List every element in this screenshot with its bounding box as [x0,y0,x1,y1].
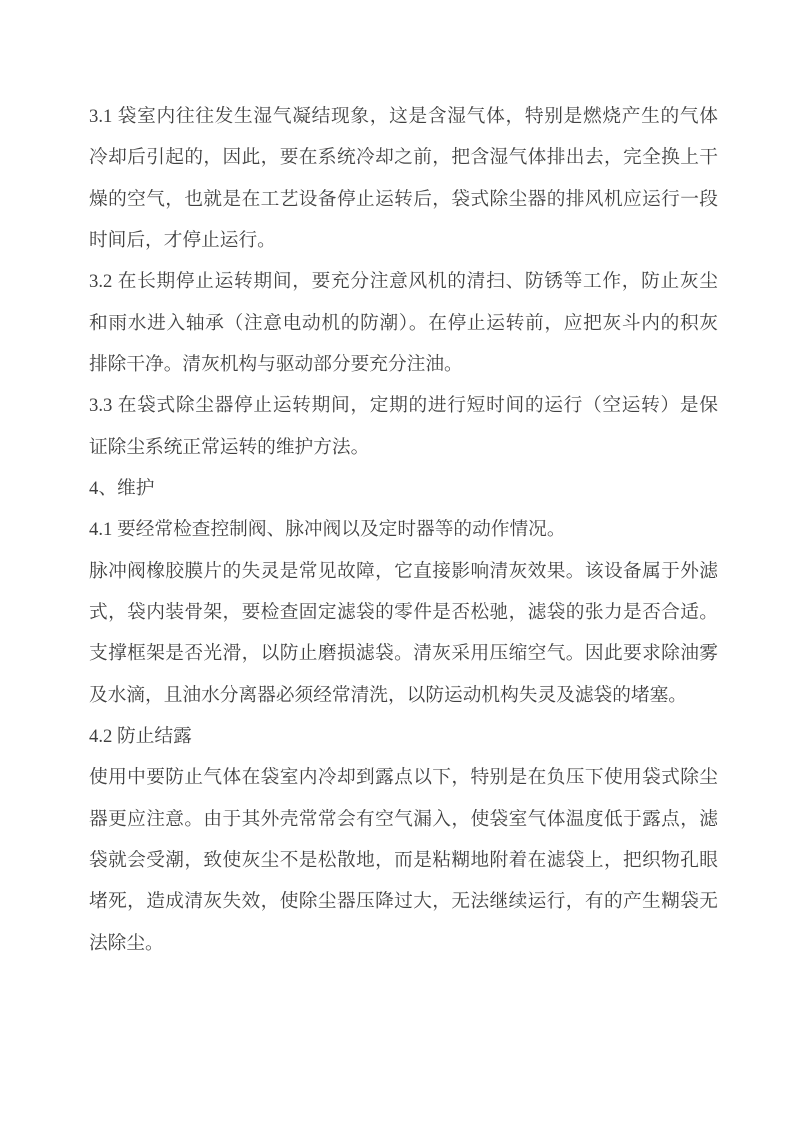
text-line: 3.1 袋室内往往发生湿气凝结现象，这是含湿气体，特别是燃烧产生的气体 [89,106,718,127]
text-line: 4.2 防止结露 [89,725,192,747]
text-line: 使用中要防止气体在袋室内冷却到露点以下，特别是在负压下使用袋式除尘 [89,767,718,789]
text-line: 冷却后引起的，因此，要在系统冷却之前，把含湿气体排出去，完全换上干 [89,147,718,169]
paragraph-3-2 [89,261,718,385]
paragraph-3-1 [89,96,718,261]
text-line: 堵死，造成清灰失效，使除尘器压降过大，无法继续运行，有的产生糊袋无 [89,891,718,913]
paragraph-3-3 [89,385,718,468]
text-line: 支撑框架是否光滑，以防止磨损滤袋。清灰采用压缩空气。因此要求除油雾 [89,643,718,665]
text-line: 及水滴，且油水分离器必须经常清洗，以防运动机构失灵及滤袋的堵塞。 [89,684,687,706]
text-line: 3.3 在袋式除尘器停止运转期间，定期的进行短时间的运行（空运转）是保 [89,395,718,417]
text-line: 脉冲阀橡胶膜片的失灵是常见故障，它直接影响清灰效果。该设备属于外滤 [89,560,718,582]
text-line: 4.1 要经常检查控制阀、脉冲阀以及定时器等的动作情况。 [89,519,566,541]
paragraph-pulse-valve [89,551,718,716]
heading-4-2-condensation [89,716,718,757]
text-line: 时间后，才停止运行。 [89,229,276,251]
text-line: 和雨水进入轴承（注意电动机的防潮）。在停止运转前，应把灰斗内的积灰 [89,312,718,334]
text-line: 器更应注意。由于其外壳常常会有空气漏入，使袋室气体温度低于露点，滤 [89,808,718,830]
text-line: 法除尘。 [89,932,164,954]
text-line: 排除干净。清灰机构与驱动部分要充分注油。 [89,353,463,375]
text-line: 式，袋内装骨架，要检查固定滤袋的零件是否松驰，滤袋的张力是否合适。 [89,601,718,623]
text-block [89,96,718,964]
text-line: 燥的空气，也就是在工艺设备停止运转后，袋式除尘器的排风机应运行一段 [89,188,718,210]
heading-4-maintenance [89,468,718,509]
text-line: 证除尘系统正常运转的维护方法。 [89,436,370,458]
text-line: 4、维护 [89,477,155,499]
paragraph-condensation-detail [89,757,718,964]
text-line: 袋就会受潮，致使灰尘不是松散地，而是粘糊地附着在滤袋上，把织物孔眼 [89,849,718,871]
paragraph-4-1 [89,509,718,550]
text-line: 3.2 在长期停止运转期间，要充分注意风机的清扫、防锈等工作，防止灰尘 [89,271,718,293]
